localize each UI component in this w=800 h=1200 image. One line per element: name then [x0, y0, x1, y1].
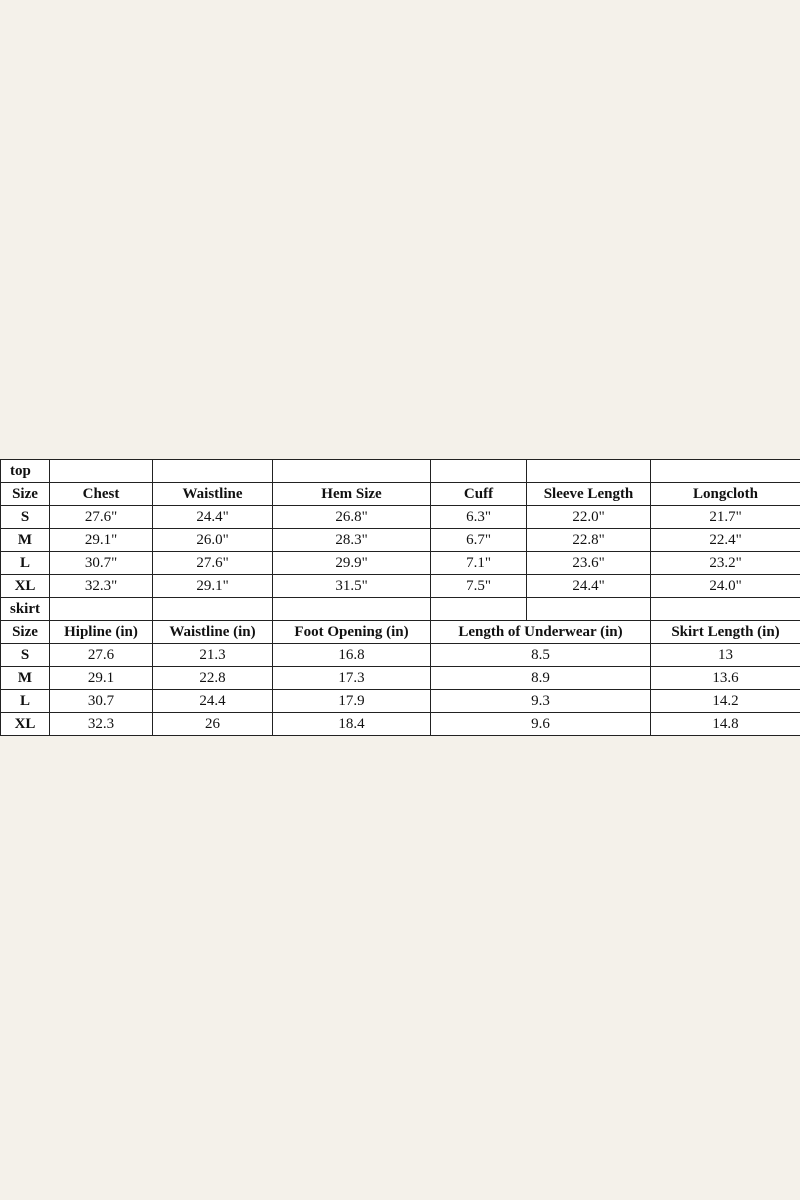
top-header-row [1, 483, 800, 506]
skirt-header-row [1, 621, 800, 644]
measurement-cell: 24.4" [153, 506, 273, 529]
empty-cell [153, 460, 273, 483]
size-label: L [1, 690, 50, 713]
measurement-cell: 16.8 [273, 644, 431, 667]
measurement-cell: 9.3 [431, 690, 651, 713]
measurement-cell: 18.4 [273, 713, 431, 736]
measurement-cell: 32.3" [50, 575, 153, 598]
top-table-row [1, 529, 800, 552]
measurement-cell: 7.5" [431, 575, 527, 598]
measurement-cell: 21.3 [153, 644, 273, 667]
top-header-5: Sleeve Length [527, 483, 651, 506]
top-header-0: Size [1, 483, 50, 506]
measurement-cell: 8.5 [431, 644, 651, 667]
measurement-cell: 14.2 [651, 690, 800, 713]
measurement-cell: 27.6" [153, 552, 273, 575]
skirt-header-3: Foot Opening (in) [273, 621, 431, 644]
size-label: M [1, 667, 50, 690]
measurement-cell: 13 [651, 644, 800, 667]
top-header-6: Longcloth [651, 483, 800, 506]
measurement-cell: 26 [153, 713, 273, 736]
skirt-header-2: Waistline (in) [153, 621, 273, 644]
measurement-cell: 9.6 [431, 713, 651, 736]
empty-cell [273, 598, 431, 621]
top-table-row [1, 506, 800, 529]
measurement-cell: 29.9" [273, 552, 431, 575]
measurement-cell: 24.0" [651, 575, 800, 598]
empty-cell [431, 598, 527, 621]
measurement-cell: 22.4" [651, 529, 800, 552]
empty-cell [153, 598, 273, 621]
measurement-cell: 21.7" [651, 506, 800, 529]
measurement-cell: 32.3 [50, 713, 153, 736]
size-label: XL [1, 575, 50, 598]
measurement-cell: 27.6 [50, 644, 153, 667]
measurement-cell: 22.0" [527, 506, 651, 529]
measurement-cell: 26.8" [273, 506, 431, 529]
measurement-cell: 31.5" [273, 575, 431, 598]
size-label: S [1, 506, 50, 529]
skirt-header-5: Skirt Length (in) [651, 621, 800, 644]
skirt-table-row [1, 667, 800, 690]
measurement-cell: 24.4" [527, 575, 651, 598]
top-header-3: Hem Size [273, 483, 431, 506]
measurement-cell: 24.4 [153, 690, 273, 713]
top-section-label: top [1, 460, 50, 483]
empty-cell [50, 460, 153, 483]
measurement-cell: 28.3" [273, 529, 431, 552]
top-table-row [1, 552, 800, 575]
skirt-header-4: Length of Underwear (in) [431, 621, 651, 644]
skirt-header-1: Hipline (in) [50, 621, 153, 644]
empty-cell [50, 598, 153, 621]
measurement-cell: 17.3 [273, 667, 431, 690]
measurement-cell: 6.3" [431, 506, 527, 529]
empty-cell [651, 460, 800, 483]
size-label: L [1, 552, 50, 575]
measurement-cell: 29.1" [50, 529, 153, 552]
measurement-cell: 27.6" [50, 506, 153, 529]
measurement-cell: 23.2" [651, 552, 800, 575]
measurement-cell: 14.8 [651, 713, 800, 736]
measurement-cell: 8.9 [431, 667, 651, 690]
measurement-cell: 29.1" [153, 575, 273, 598]
top-header-4: Cuff [431, 483, 527, 506]
empty-cell [527, 598, 651, 621]
skirt-table-row [1, 690, 800, 713]
skirt-header-0: Size [1, 621, 50, 644]
top-header-1: Chest [50, 483, 153, 506]
measurement-cell: 13.6 [651, 667, 800, 690]
measurement-cell: 17.9 [273, 690, 431, 713]
size-label: XL [1, 713, 50, 736]
measurement-cell: 7.1" [431, 552, 527, 575]
size-label: S [1, 644, 50, 667]
measurement-cell: 29.1 [50, 667, 153, 690]
skirt-section-row [1, 598, 800, 621]
measurement-cell: 30.7" [50, 552, 153, 575]
empty-cell [651, 598, 800, 621]
skirt-table-row [1, 713, 800, 736]
empty-cell [527, 460, 651, 483]
top-table-row [1, 575, 800, 598]
empty-cell [273, 460, 431, 483]
skirt-table-row [1, 644, 800, 667]
measurement-cell: 22.8" [527, 529, 651, 552]
measurement-cell: 26.0" [153, 529, 273, 552]
measurement-cell: 23.6" [527, 552, 651, 575]
size-chart-table [0, 459, 800, 736]
empty-cell [431, 460, 527, 483]
measurement-cell: 22.8 [153, 667, 273, 690]
size-label: M [1, 529, 50, 552]
top-section-row [1, 460, 800, 483]
measurement-cell: 30.7 [50, 690, 153, 713]
top-header-2: Waistline [153, 483, 273, 506]
skirt-section-label: skirt [1, 598, 50, 621]
size-chart-container [0, 459, 800, 736]
measurement-cell: 6.7" [431, 529, 527, 552]
